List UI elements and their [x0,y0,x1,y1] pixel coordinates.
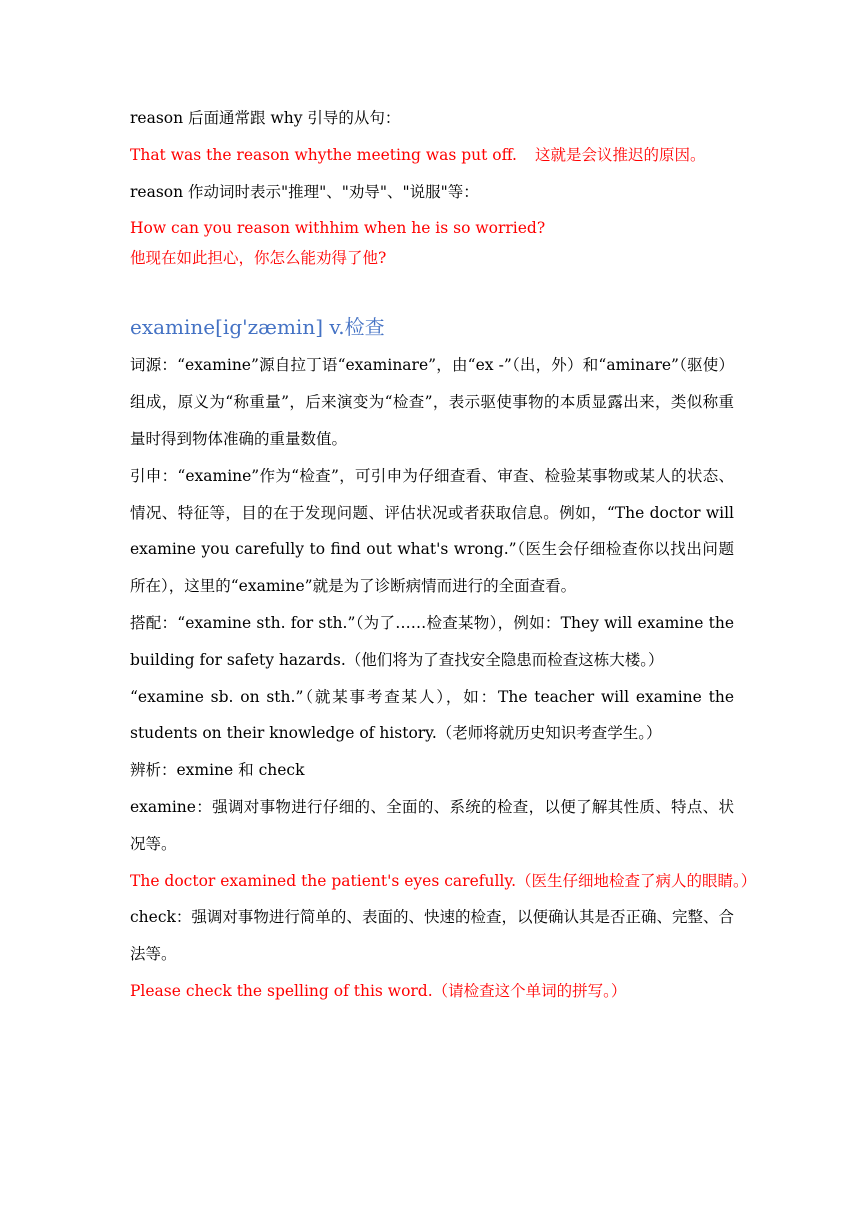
check-example: Please check the spelling of this word.（请检查这个单词的拼写。） [130,981,627,1000]
examine-definition: examine：强调对事物进行仔细的、全面的、系统的检查，以便了解其性质、特点、状况等。 [130,797,734,853]
reason-example-1 [130,137,734,174]
reason-example-2-zh: 他现在如此担心，你怎么能劝得了他? [130,249,387,268]
examine-etymology: 词源：“examine”源自拉丁语“examinare”，由“ex -”（出，外）和“aminare”（驱使）组成，原义为“称重量”，后来演变为“检查”，表示驱使事物的本质显露出来，类似称重量时得到物体准确的重量数值。 [130,356,734,448]
check-definition: check：强调对事物进行简单的、表面的、快速的检查，以便确认其是否正确、完整、合法等。 [130,908,734,964]
reason-why-usage: reason 后面通常跟 why 引导的从句： [130,109,401,127]
examine-collocation-2: “examine sb. on sth.”（就某事考查某人），如：The teacher will examine the students on their knowledge of history.（老师将就历史知识考查学生。） [130,687,734,743]
document-page [130,100,757,1010]
examine-extension: 引申：“examine”作为“检查”，可引申为仔细查看、审查、检验某事物或某人的状态、情况、特征等，目的在于发现问题、评估状况或者获取信息。例如，“The doctor will examine you carefully to find out what's wrong.”（医生会仔细检查你以找出问题所在），这里的“examine”就是为了诊断病情而进行的全面查看。 [130,466,734,596]
examine-example: The doctor examined the patient's eyes carefully.（医生仔细地检查了病人的眼睛。） [130,871,757,890]
examine-collocation-1: 搭配：“examine sth. for sth.”（为了……检查某物），例如：They will examine the building for safety hazards.（他们将为了查找安全隐患而检查这栋大楼。） [130,613,734,669]
examine-heading: examine[ig'zæmin] v.检查 [130,315,385,340]
examine-distinction: 辨析：exmine 和 check [130,761,305,780]
reason-example-1-zh: 这就是会议推迟的原因。 [535,145,706,164]
reason-example-2-en: How can you reason withhim when he is so worried? [130,219,546,238]
reason-example-1-en: That was the reason whythe meeting was put off. [130,145,517,164]
reason-verb-usage: reason 作动词时表示"推理"、"劝导"、"说服"等： [130,182,479,201]
